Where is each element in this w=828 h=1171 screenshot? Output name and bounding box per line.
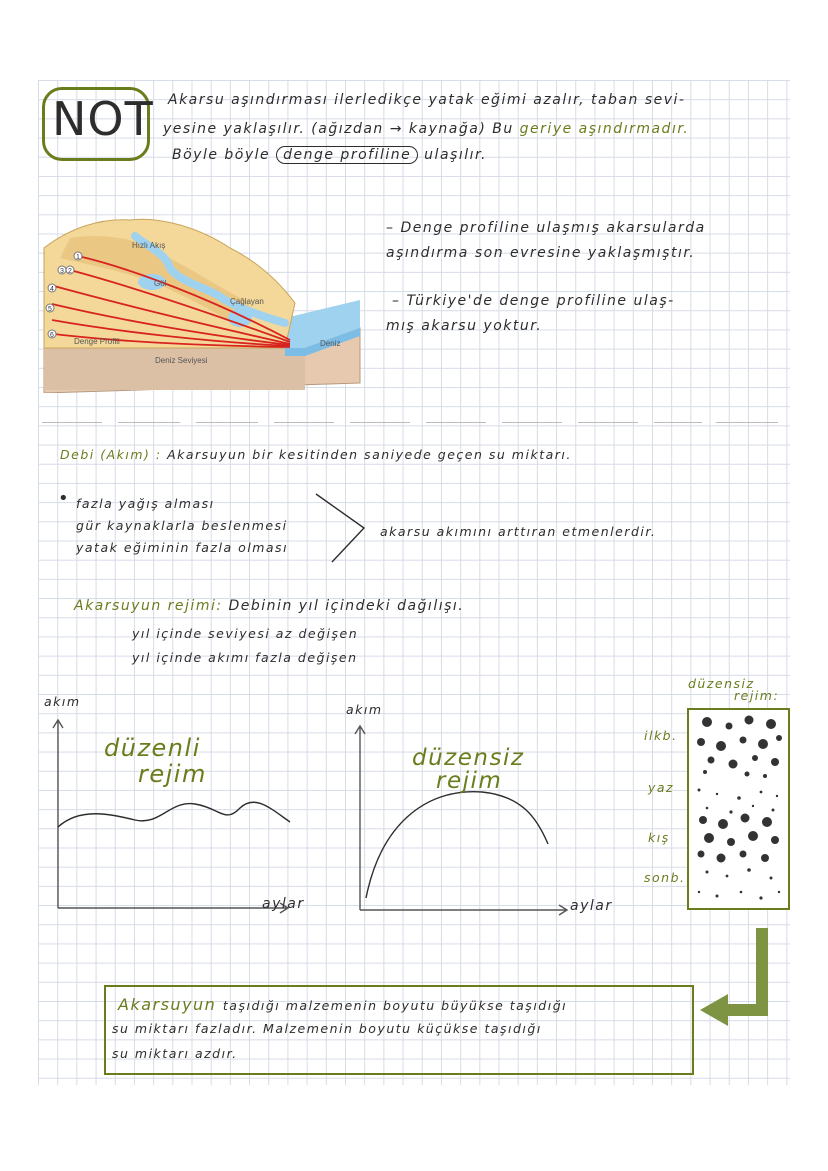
profile-number-6: 6 — [50, 332, 54, 339]
label-gol: Göl — [154, 279, 167, 288]
note-line-3-end: ulaşılır. — [418, 147, 487, 163]
right-x-axis — [360, 905, 567, 915]
divider-segment — [578, 422, 638, 423]
profile-number-4: 4 — [50, 286, 54, 293]
factor-2: gür kaynaklarla beslenmesi — [76, 518, 288, 533]
divider-segment — [350, 422, 410, 423]
fact-2-line-2: mış akarsu yoktur. — [386, 318, 543, 334]
label-hizli-akis: Hızlı Akış — [132, 241, 166, 250]
label-caglayan: Çağlayan — [230, 297, 264, 306]
divider-segment — [654, 422, 702, 423]
factor-1: fazla yağış alması — [76, 496, 215, 511]
factor-3: yatak eğiminin fazla olması — [76, 540, 289, 555]
season-ilkbahar: ilkb. — [644, 728, 678, 743]
profile-number-2: 2 — [68, 268, 72, 275]
rejim-definition: Debinin yıl içindeki dağılışı. — [228, 598, 465, 614]
seasons-title-1: düzensiz — [688, 676, 755, 691]
note-line-3-text: Böyle böyle — [172, 147, 277, 163]
left-y-axis — [53, 720, 63, 908]
denge-profili-diagram — [40, 208, 365, 393]
denge-profili-circled: denge profiline — [276, 146, 418, 164]
note-badge: NOT — [52, 92, 154, 146]
right-y-axis — [355, 726, 365, 910]
label-deniz-seviyesi: Deniz Seviyesi — [155, 356, 208, 365]
right-flow-curve — [366, 792, 548, 898]
profile-number-3: 3 — [60, 268, 64, 275]
bottom-line-1-rest: taşıdığı malzemenin boyutu büyükse taşıdığı — [222, 998, 568, 1013]
left-graph-title-1: düzenli — [104, 734, 201, 762]
fact-1-line-2: aşındırma son evresine yaklaşmıştır. — [386, 245, 696, 261]
profile-number-5: 5 — [48, 306, 52, 313]
divider-segment — [196, 422, 258, 423]
right-graph-x-label: aylar — [570, 898, 613, 914]
divider-segment — [274, 422, 334, 423]
rejim-line — [74, 598, 464, 614]
note-line-1: Akarsu aşındırması ilerledikçe yatak eğimi azalır, taban sevi- — [168, 92, 686, 108]
season-yaz: yaz — [648, 780, 675, 795]
season-kis: kış — [648, 830, 670, 845]
bullet: • — [58, 488, 71, 509]
note-line-2-text: yesine yaklaşılır. (ağızdan → kaynağa) Bu — [163, 121, 520, 137]
left-graph-x-label: aylar — [262, 896, 305, 912]
fact-2-line-1: – Türkiye'de denge profiline ulaş- — [392, 293, 675, 309]
right-graph-y-label: akım — [346, 702, 383, 717]
bottom-line-3: su miktarı azdır. — [112, 1046, 238, 1061]
season-sonbahar: sonb. — [644, 870, 686, 885]
divider-segment — [426, 422, 486, 423]
divider-segment — [118, 422, 180, 423]
left-x-axis — [58, 903, 288, 913]
divider-segment — [716, 422, 778, 423]
rejim-line-2: yıl içinde akımı fazla değişen — [132, 650, 358, 665]
debi-line — [60, 447, 572, 462]
note-line-3 — [172, 147, 487, 163]
factors-result: akarsu akımını arttıran etmenlerdir. — [380, 524, 657, 539]
right-graph-title-1: düzensiz — [412, 745, 525, 771]
divider-segment — [42, 422, 102, 423]
rejim-line-1: yıl içinde seviyesi az değişen — [132, 626, 359, 641]
diagram-base-front — [44, 348, 305, 390]
bottom-line-1 — [118, 995, 567, 1014]
debi-definition: Akarsuyun bir kesitinden saniyede geçen su miktarı. — [167, 447, 572, 462]
brace-chevron — [312, 490, 372, 570]
label-denge-profili: Denge Profili — [74, 337, 120, 346]
note-highlight: geriye aşındırmadır. — [519, 121, 690, 137]
profile-number-1: 1 — [76, 254, 80, 261]
debi-term: Debi (Akım) : — [60, 447, 168, 462]
divider-segment — [502, 422, 562, 423]
bottom-line-1-lead: Akarsuyun — [118, 995, 223, 1014]
fact-1-line-1: – Denge profiline ulaşmış akarsularda — [386, 220, 706, 236]
left-graph-y-label: akım — [44, 694, 81, 709]
right-graph-title-2: rejim — [436, 768, 503, 794]
left-flow-curve — [58, 802, 290, 827]
green-arrow-icon — [694, 924, 774, 1034]
seasons-title-2: rejim: — [734, 688, 780, 703]
bottom-line-2: su miktarı fazladır. Malzemenin boyutu küçükse taşıdığı — [112, 1021, 542, 1036]
label-deniz: Deniz — [320, 339, 341, 348]
left-graph-title-2: rejim — [138, 760, 207, 788]
note-line-2 — [163, 121, 689, 137]
rejim-term: Akarsuyun rejimi: — [74, 598, 229, 614]
seasons-dot-panel — [687, 708, 790, 910]
